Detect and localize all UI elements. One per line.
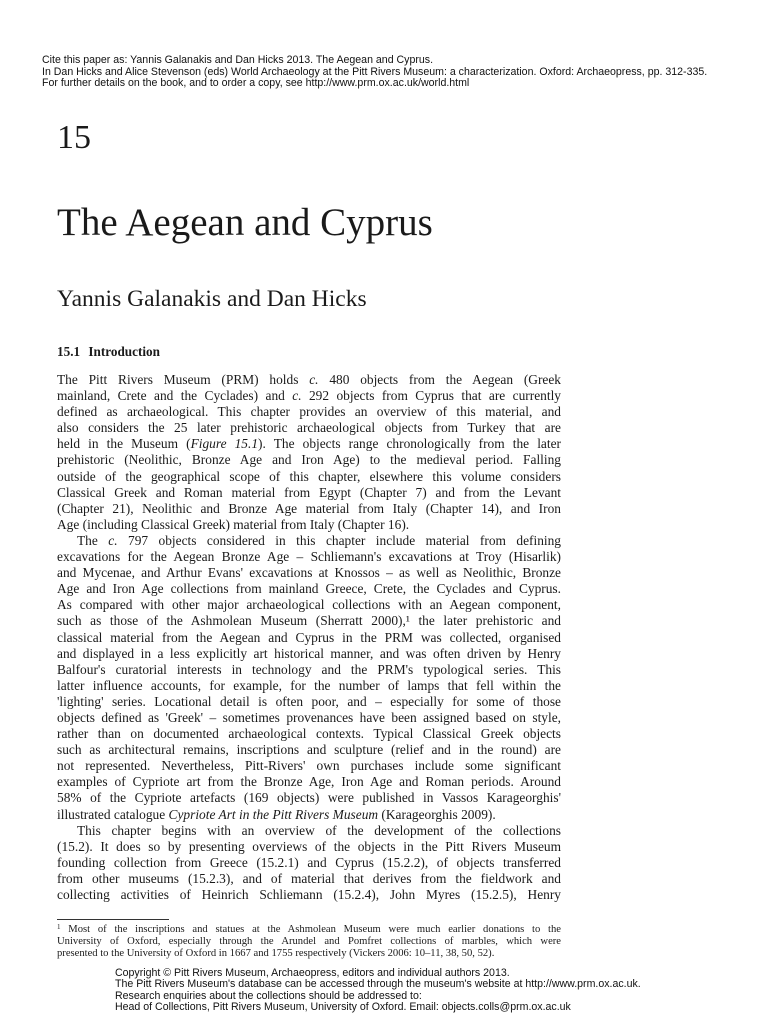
body-line: The Pitt Rivers Museum (PRM) holds c. 480 objects from the Aegean (Greek: [57, 372, 561, 387]
body-line: Age and Iron Age collections from mainland Greece, Crete, the Cyclades and Cyprus.: [57, 581, 561, 597]
section-heading: [57, 343, 160, 361]
copyright-footer: [115, 968, 755, 1013]
citation-line: Cite this paper as: Yannis Galanakis and Dan Hicks 2013. The Aegean and Cyprus.: [42, 54, 434, 66]
body-line: classical material from the Aegean and Cyprus in the PRM was collected, organised: [57, 629, 561, 645]
body-text: [57, 372, 561, 903]
body-line: illustrated catalogue Cypriote Art in the Pitt Rivers Museum (Karageorghis 2009).: [57, 806, 496, 822]
body-line: outside of the geographical scope of this chapter, elsewhere this volume considers: [57, 468, 561, 484]
body-line: and Mycenae, and Arthur Evans' excavations at Knossos – as well as Neolithic, Bronze: [57, 565, 561, 581]
body-line: such as those of the Ashmolean Museum (Sherratt 2000),¹ the later prehistoric and: [57, 613, 561, 629]
body-line: This chapter begins with an overview of the development of the collections: [77, 822, 561, 838]
body-line: defined as archaeological. This chapter provides an overview of this material, and: [57, 404, 561, 420]
body-line: Classical Greek and Roman material from Egypt (Chapter 7) and from the Levant: [57, 484, 561, 500]
body-line: mainland, Crete and the Cyclades) and c. 292 objects from Cyprus that are currently: [57, 388, 561, 404]
citation-header: [42, 55, 742, 90]
footnote-line: presented to the University of Oxford in 1667 and 1755 respectively (Vickers 2006: 10–11, 38, 50, 52).: [57, 948, 495, 960]
copyright-line: The Pitt Rivers Museum's database can be accessed through the museum's website at http://www.prm.ox.ac.uk.: [115, 978, 641, 991]
body-line: from other museums (15.2.3), and of material that derives from the fieldwork and: [57, 870, 561, 886]
copyright-line: Copyright © Pitt Rivers Museum, Archaeopress, editors and individual authors 2013.: [115, 967, 510, 979]
body-line: Age (including Classical Greek) material from Italy (Chapter 16).: [57, 516, 410, 532]
body-line: excavations for the Aegean Bronze Age – Schliemann's excavations at Troy (Hisarlik): [57, 549, 561, 565]
section-title: Introduction: [88, 344, 160, 359]
chapter-title: The Aegean and Cyprus: [57, 201, 433, 244]
chapter-authors: Yannis Galanakis and Dan Hicks: [57, 286, 367, 312]
body-line: and displayed in a less explicitly art historical manner, and was often driven by Henry: [57, 645, 561, 661]
footnote-line: University of Oxford, especially through the Arundel and Pomfret collections of marbles, which were: [57, 936, 561, 948]
body-line: examples of Cypriote art from the Bronze Age, Iron Age and Roman periods. Around: [57, 774, 561, 790]
body-line: rather than on documented archaeological contexts. Typical Classical Greek objects: [57, 726, 561, 742]
body-line: The c. 797 objects considered in this chapter include material from defining: [77, 532, 561, 548]
body-line: objects defined as 'Greek' – sometimes provenances have been assigned based on style,: [57, 709, 561, 725]
citation-line: For further details on the book, and to order a copy, see http://www.prm.ox.ac.uk/world.html: [42, 77, 470, 90]
copyright-line: Head of Collections, Pitt Rivers Museum, University of Oxford. Email: objects.colls@prm.ox.ac.uk: [115, 1000, 571, 1013]
body-line: Balfour's curatorial interests in technology and the PRM's typological series. This: [57, 661, 561, 677]
body-line: 'lighting' series. Locational detail is often poor, and – especially for some of those: [57, 693, 561, 709]
body-line: collecting activities of Heinrich Schliemann (15.2.4), John Myres (15.2.5), Henry: [57, 887, 561, 902]
chapter-number: 15: [57, 119, 91, 156]
body-line: 58% of the Cypriote artefacts (169 objects) were published in Vassos Karageorghis': [57, 790, 561, 806]
body-line: (15.2). It does so by presenting overviews of the objects in the Pitt Rivers Museum: [57, 838, 561, 854]
section-number: 15.1: [57, 344, 81, 359]
body-line: also considers the 25 later prehistoric archaeological objects from Turkey that are: [57, 420, 561, 436]
body-line: founding collection from Greece (15.2.1) and Cyprus (15.2.2), of objects transferred: [57, 854, 561, 870]
body-line: As compared with other major archaeological collections with an Aegean component,: [57, 597, 561, 613]
body-line: latter influence accounts, for example, for the number of lamps that fell within the: [57, 677, 561, 693]
footnote-rule: [57, 919, 169, 920]
footnote-marker: 1: [57, 924, 61, 931]
body-line: prehistoric (Neolithic, Bronze Age and Iron Age) to the medieval period. Falling: [57, 452, 561, 468]
copyright-line: Research enquiries about the collections should be addressed to:: [115, 989, 422, 1002]
citation-line: In Dan Hicks and Alice Stevenson (eds) World Archaeology at the Pitt Rivers Museum: a characterization. Oxford: Archaeopress, pp. 312-335.: [42, 65, 708, 78]
body-line: not represented. Nevertheless, Pitt-Rivers' own purchases include some significant: [57, 758, 561, 774]
body-line: held in the Museum (Figure 15.1). The objects range chronologically from the later: [57, 436, 561, 452]
footnote: [57, 924, 561, 961]
body-line: such as architectural remains, inscriptions and sculpture (relief and in the round) are: [57, 742, 561, 758]
body-line: (Chapter 21), Neolithic and Bronze Age material from Italy (Chapter 14), and Iron: [57, 500, 561, 516]
footnote-line: $^1$ Most of the inscriptions and statues at the Ashmolean Museum were much earlier donations to the: [57, 924, 561, 935]
